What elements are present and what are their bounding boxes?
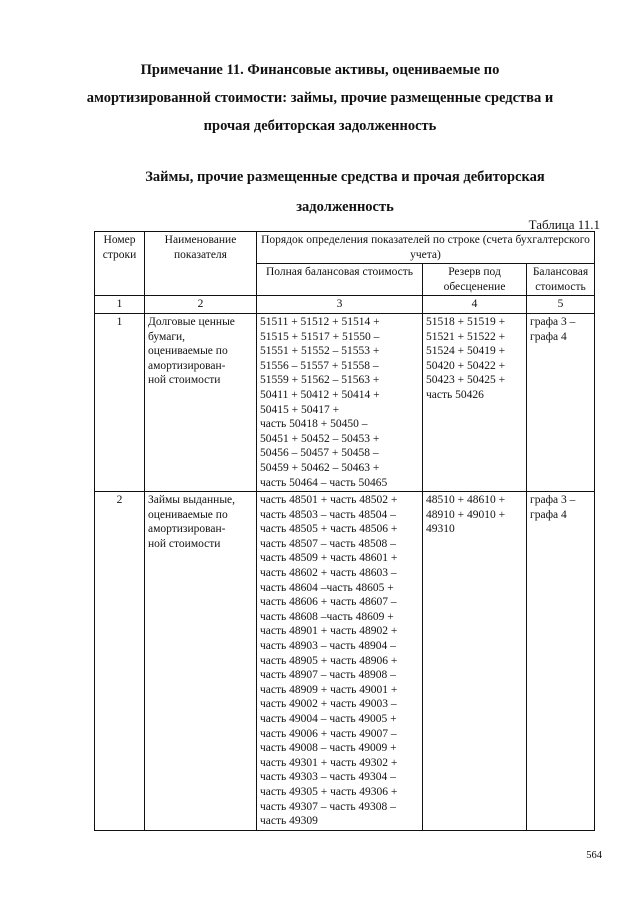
column-number: 4 <box>423 296 527 314</box>
cell-line: амортизирован- <box>148 359 226 372</box>
header-row-number: Номер строки <box>95 232 145 296</box>
indicator-name <box>145 313 257 491</box>
cell-line: бумаги, <box>148 330 186 343</box>
cell-line: часть 48901 + часть 48902 + <box>260 625 398 638</box>
cell-line: часть 48608 –часть 48609 + <box>260 610 394 623</box>
cell-line: часть 50426 <box>426 388 484 401</box>
note-title-line-2: амортизированной стоимости: займы, прочие размещенные средства и <box>86 90 554 106</box>
column-number: 5 <box>527 296 595 314</box>
cell-line: часть 49303 – часть 49304 – <box>260 771 396 784</box>
table-row <box>95 313 595 491</box>
cell-line: часть 48903 – часть 48904 – <box>260 640 396 653</box>
table-header-row <box>95 232 595 264</box>
cell-line: часть 49004 – часть 49005 + <box>260 713 397 725</box>
cell-line: 51515 + 51517 + 51550 – <box>260 330 380 343</box>
cell-line: часть 48509 + часть 48601 + <box>260 552 398 565</box>
note-title <box>20 56 620 140</box>
cell-line: 48910 + 49010 + <box>426 508 506 521</box>
cell-line: часть 50464 – часть 50465 <box>260 476 388 489</box>
cell-line: оцениваемые по <box>148 508 228 521</box>
cell-line: 51521 + 51522 + <box>426 330 506 343</box>
cell-line: графа 4 <box>530 508 567 521</box>
cell-line: 51556 – 51557 + 51558 – <box>260 359 379 372</box>
reserve-value <box>423 313 527 491</box>
cell-line: часть 48604 –часть 48605 + <box>260 581 394 594</box>
cell-line: 51559 + 51562 – 51563 + <box>260 374 380 387</box>
header-group: Порядок определения показателей по строке (счета бухгалтерского учета) <box>257 232 595 264</box>
cell-line: часть 49008 – часть 49009 + <box>260 742 397 755</box>
section-title <box>40 162 640 222</box>
column-number-row <box>95 296 595 314</box>
cell-line: амортизирован- <box>148 523 226 536</box>
cell-line: 48510 + 48610 + <box>426 494 506 507</box>
cell-line: 51524 + 50419 + <box>426 345 506 358</box>
cell-line: часть 50418 + 50450 – <box>260 418 368 431</box>
cell-line: Займы выданные, <box>148 494 236 507</box>
cell-line: оцениваемые по <box>148 345 228 358</box>
cell-line: часть 48507 – часть 48508 – <box>260 537 396 550</box>
balance-value <box>527 313 595 491</box>
cell-line: часть 49305 + часть 49306 + <box>260 785 398 798</box>
header-gross: Полная балансовая стоимость <box>257 264 423 296</box>
header-reserve: Резерв под обесценение <box>423 264 527 296</box>
row-number: 1 <box>95 313 145 491</box>
cell-line: 49310 <box>426 523 455 536</box>
table-caption: Таблица 11.1 <box>528 217 600 232</box>
cell-line: ной стоимости <box>148 537 221 550</box>
note-title-line-1: Примечание 11. Финансовые активы, оцениваемые по <box>140 62 500 78</box>
column-number: 3 <box>257 296 423 314</box>
gross-value <box>257 492 423 831</box>
section-title-line-1: Займы, прочие размещенные средства и прочая дебиторская <box>145 169 545 185</box>
cell-line: 51551 + 51552 – 51553 + <box>260 345 380 358</box>
cell-line: графа 4 <box>530 330 567 343</box>
cell-line: часть 49006 + часть 49007 – <box>260 727 397 740</box>
cell-line: часть 48907 – часть 48908 – <box>260 669 396 682</box>
note-title-line-3: прочая дебиторская задолженность <box>203 118 437 134</box>
cell-line: графа 3 – <box>530 494 576 507</box>
cell-line: часть 48503 – часть 48504 – <box>260 508 396 521</box>
cell-line: часть 48606 + часть 48607 – <box>260 596 397 609</box>
indicator-name <box>145 492 257 831</box>
cell-line: Долговые ценные <box>148 315 235 328</box>
header-balance: Балансовая стоимость <box>527 264 595 296</box>
section-title-line-2: задолженность <box>296 199 394 215</box>
cell-line: часть 49002 + часть 49003 – <box>260 698 397 711</box>
table-row <box>95 492 595 831</box>
cell-line: ной стоимости <box>148 374 221 387</box>
cell-line: часть 48602 + часть 48603 – <box>260 567 397 580</box>
cell-line: часть 48505 + часть 48506 + <box>260 523 398 536</box>
gross-value <box>257 313 423 491</box>
row-number: 2 <box>95 492 145 831</box>
cell-line: 50423 + 50425 + <box>426 374 506 387</box>
page-number: 564 <box>586 850 602 861</box>
cell-line: часть 48501 + часть 48502 + <box>260 494 398 507</box>
cell-line: 50459 + 50462 – 50463 + <box>260 461 380 474</box>
cell-line: 51511 + 51512 + 51514 + <box>260 315 380 328</box>
cell-line: часть 49307 – часть 49308 – <box>260 800 396 813</box>
cell-line: 50456 – 50457 + 50458 – <box>260 447 379 460</box>
cell-line: часть 48905 + часть 48906 + <box>260 654 398 667</box>
balance-value <box>527 492 595 831</box>
cell-line: 50420 + 50422 + <box>426 359 506 372</box>
cell-line: графа 3 – <box>530 315 576 328</box>
reserve-value <box>423 492 527 831</box>
cell-line: 50415 + 50417 + <box>260 403 340 416</box>
column-number: 1 <box>95 296 145 314</box>
cell-line: 51518 + 51519 + <box>426 315 506 328</box>
cell-line: часть 49301 + часть 49302 + <box>260 756 398 769</box>
accounts-table <box>94 231 595 831</box>
header-indicator: Наименование показателя <box>145 232 257 296</box>
cell-line: часть 49309 <box>260 815 318 828</box>
cell-line: 50411 + 50412 + 50414 + <box>260 388 380 401</box>
cell-line: часть 48909 + часть 49001 + <box>260 683 398 696</box>
column-number: 2 <box>145 296 257 314</box>
cell-line: 50451 + 50452 – 50453 + <box>260 432 380 445</box>
